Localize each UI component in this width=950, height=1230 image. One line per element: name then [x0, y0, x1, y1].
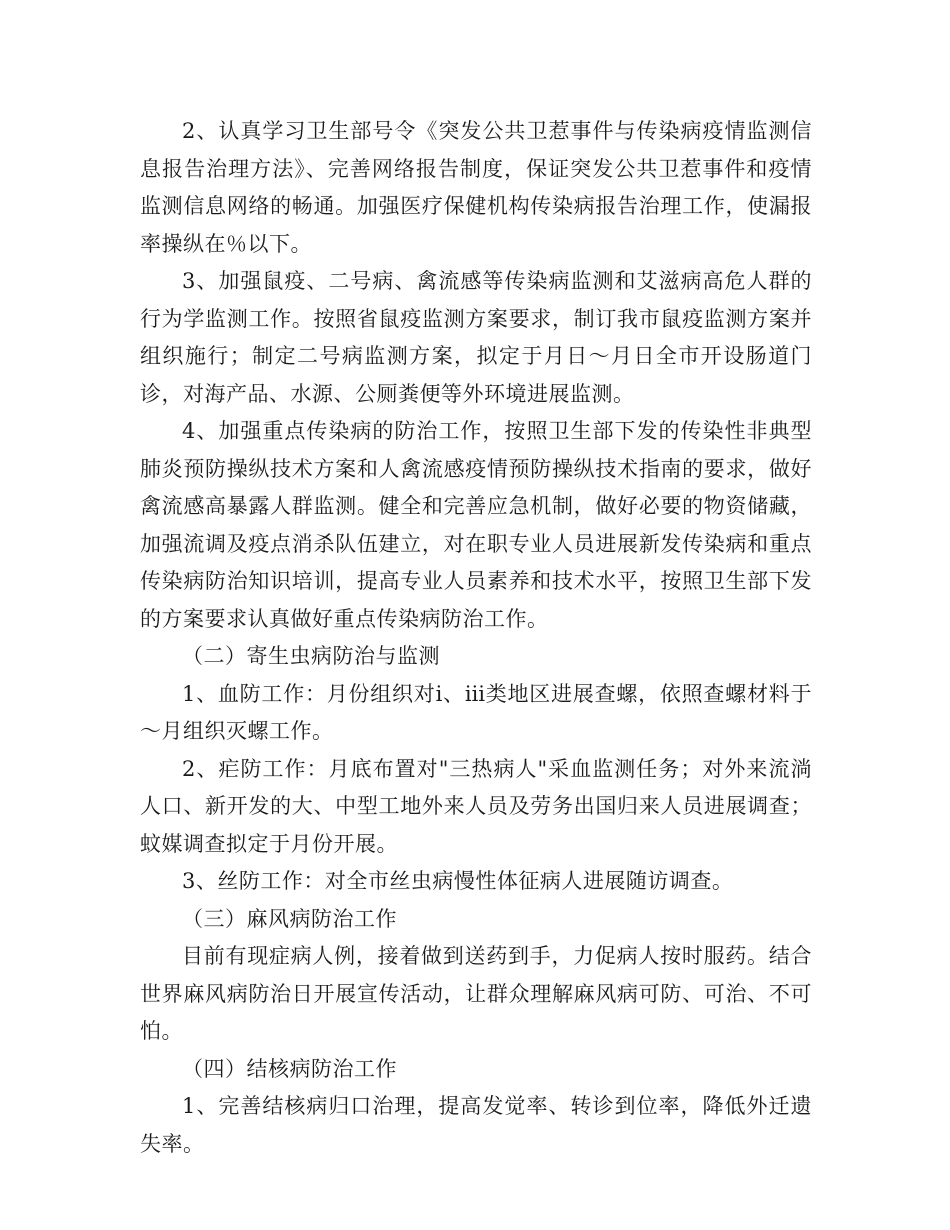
paragraph-report-system: 2、认真学习卫生部号令《突发公共卫惹事件与传染病疫情监测信息报告治理方法》、完善网络报告制度，保证突发公共卫惹事件和疫情监测信息网络的畅通。加强医疗保健机构传染病报告治理工作，使漏报率操纵在％以下。: [140, 119, 812, 256]
document-body: [140, 113, 812, 1163]
paragraph-filariasis: 3、丝防工作：对全市丝虫病慢性体征病人进展随访调查。: [182, 869, 734, 893]
paragraph-plague-monitoring: 3、加强鼠疫、二号病、禽流感等传染病监测和艾滋病高危人群的行为学监测工作。按照省鼠疫监测方案要求，制订我市鼠疫监测方案并组织施行；制定二号病监测方案，拟定于月日～月日全市开设肠道门诊，对海产品、水源、公厕粪便等外环境进展监测。: [140, 269, 812, 406]
paragraph-schistosomiasis: 1、血防工作：月份组织对ⅰ、ⅲ类地区进展查螺，依照查螺材料于～月组织灭螺工作。: [140, 681, 812, 743]
paragraph-key-disease-control: 4、加强重点传染病的防治工作，按照卫生部下发的传染性非典型肺炎预防操纵技术方案和人禽流感疫情预防操纵技术指南的要求，做好禽流感高暴露人群监测。健全和完善应急机制，做好必要的物资储藏，加强流调及疫点消杀队伍建立，对在职专业人员进展新发传染病和重点传染病防治知识培训，提高专业人员素养和技术水平，按照卫生部下发的方案要求认真做好重点传染病防治工作。: [140, 419, 812, 631]
section-heading-parasitic-disease: （二）寄生虫病防治与监测: [182, 644, 440, 668]
section-heading-tuberculosis: （四）结核病防治工作: [182, 1056, 397, 1081]
paragraph-leprosy: 目前有现症病人例，接着做到送药到手，力促病人按时服药。结合世界麻风病防治日开展宣传活动，让群众理解麻风病可防、可治、不可怕。: [140, 944, 812, 1043]
paragraph-malaria: 2、疟防工作：月底布置对"三热病人"采血监测任务；对外来流淌人口、新开发的大、中型工地外来人员及劳务出国归来人员进展调查；蚊媒调查拟定于月份开展。: [140, 756, 812, 856]
section-heading-leprosy: （三）麻风病防治工作: [182, 906, 397, 931]
paragraph-tuberculosis: 1、完善结核病归口治理，提高发觉率、转诊到位率，降低外迁遗失率。: [140, 1094, 812, 1156]
